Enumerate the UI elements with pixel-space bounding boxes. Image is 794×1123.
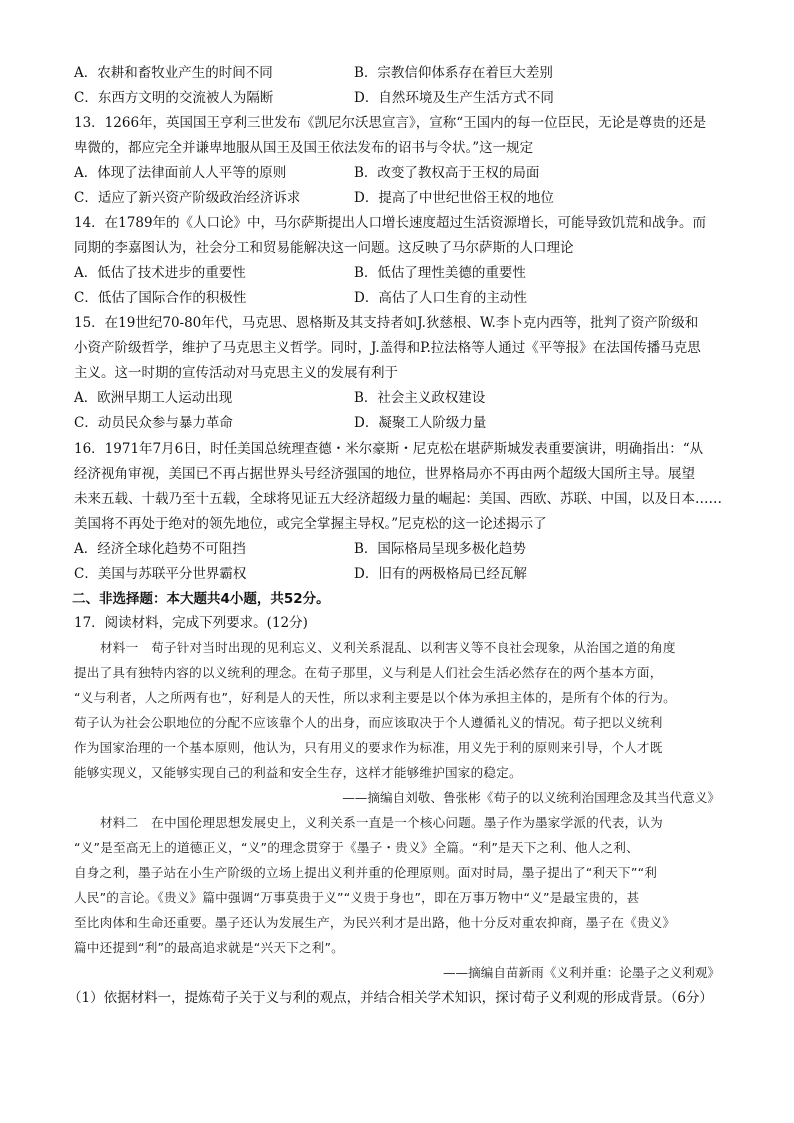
- q13-option-c[interactable]: C．适应了新兴资产阶级政治经济诉求: [74, 190, 301, 206]
- q14-stem-line2: 同期的李嘉图认为，社会分工和贸易能解决这一问题。这反映了马尔萨斯的人口理论: [74, 240, 574, 256]
- q17-material2-line3: 自身之利，墨子站在小生产阶级的立场上提出义利并重的伦理原则。面对时局，墨子提出了“利天下”“利: [74, 865, 658, 880]
- q17-material1-line4: 荀子认为社会公职地位的分配不应该靠个人的出身，而应该取决于个人遵循礼义的情况。荀子把以义统利: [74, 715, 663, 730]
- q16-option-a[interactable]: A．经济全球化趋势不可阻挡: [74, 541, 246, 557]
- q17-material1-line3: “义与利者，人之所两有也”，好利是人的天性，所以求利主要是以个体为承担主体的，是所有个体的行为。: [74, 690, 676, 705]
- section2-heading: 二、非选择题：本大题共4小题，共52分。: [72, 591, 330, 607]
- q13-stem-line1: 13．1266年，英国国王亨利三世发布《凯尼尔沃思宣言》，宣称“王国内的每一位臣民，无论是尊贵的还是: [74, 115, 707, 131]
- q16-option-c[interactable]: C．美国与苏联平分世界霸权: [74, 566, 247, 582]
- q17-material2-line5: 至比肉体和生命还重要。墨子还认为发展生产，为民兴利才是出路，他十分反对重农抑商，墨子在《贵义》: [74, 915, 676, 930]
- q17-material2-line1: 材料二 在中国伦理思想发展史上，义利关系一直是一个核心问题。墨子作为墨家学派的代表，认为: [100, 815, 663, 830]
- q16-stem-line1: 16．1971年7月6日，时任美国总统理查德・米尔豪斯・尼克松在堪萨斯城发表重要演讲，明确指出：“从: [74, 441, 704, 457]
- q16-option-b[interactable]: B．国际格局呈现多极化趋势: [354, 541, 526, 557]
- q15-option-d[interactable]: D．凝聚工人阶级力量: [354, 415, 487, 431]
- q17-material1-line6: 能够实现义，又能够实现自己的利益和安全生存，这样才能够维护国家的稳定。: [74, 765, 522, 780]
- q15-stem-line1: 15．在19世纪70-80年代，马克思、恩格斯及其支持者如J.狄慈根、W.李卜克内西等，批判了资产阶级和: [74, 315, 699, 331]
- q15-option-a[interactable]: A．欧洲早期工人运动出现: [74, 390, 233, 406]
- q16-stem-line4: 美国将不再处于绝对的领先地位，或完全掌握主导权。”尼克松的这一论述揭示了: [74, 516, 547, 532]
- q12-option-c[interactable]: C．东西方文明的交流被人为隔断: [74, 90, 274, 106]
- q17-material2-line4: 人民”的言论。《贵义》篇中强调“万事莫贵于义”“义贵于身也”，即在万事万物中“义”是最宝贵的，甚: [74, 890, 640, 905]
- q14-option-b[interactable]: B．低估了理性美德的重要性: [354, 265, 526, 281]
- q17-material2-line2: “义”是至高无上的道德正义，“义”的理念贯穿于《墨子・贵义》全篇。“利”是天下之利、他人之利、: [74, 840, 639, 855]
- q13-option-a[interactable]: A．体现了法律面前人人平等的原则: [74, 165, 287, 181]
- q17-material2-source: ——摘编自苗新雨《义利并重：论墨子之义利观》: [442, 965, 720, 980]
- q17-subquestion-1: （1）依据材料一，提炼荀子关于义与利的观点，并结合相关学术知识，探讨荀子义利观的形成背景。（6分）: [68, 990, 713, 1006]
- q17-material1-source: ——摘编自刘敬、鲁张彬《荀子的以义统利治国理念及其当代意义》: [342, 790, 720, 805]
- q14-stem-line1: 14．在1789年的《人口论》中，马尔萨斯提出人口增长速度超过生活资源增长，可能导致饥荒和战争。而: [74, 215, 707, 231]
- q12-option-a[interactable]: A．农耕和畜牧业产生的时间不同: [74, 65, 273, 81]
- q15-stem-line3: 主义。这一时期的宣传活动对马克思主义的发展有利于: [74, 365, 398, 381]
- q14-option-d[interactable]: D．高估了人口生育的主动性: [354, 290, 527, 306]
- q17-material1-line5: 作为国家治理的一个基本原则，他认为，只有用义的要求作为标准，用义先于利的原则来引导，个人才既: [74, 740, 663, 755]
- q17-material1-line2: 提出了具有独特内容的以义统利的理念。在荀子那里，义与利是人们社会生活必然存在的两个基本方面，: [74, 665, 663, 680]
- q17-intro: 17．阅读材料，完成下列要求。(12分): [74, 615, 308, 631]
- q15-option-c[interactable]: C．动员民众参与暴力革命: [74, 415, 233, 431]
- q13-option-b[interactable]: B．改变了教权高于王权的局面: [354, 165, 540, 181]
- q14-option-c[interactable]: C．低估了国际合作的积极性: [74, 290, 247, 306]
- q16-option-d[interactable]: D．旧有的两极格局已经瓦解: [354, 566, 527, 582]
- q13-option-d[interactable]: D．提高了中世纪世俗王权的地位: [354, 190, 554, 206]
- q17-material1-line1: 材料一 荀子针对当时出现的见利忘义、义利关系混乱、以利害义等不良社会现象，从治国之道的角度: [100, 640, 676, 655]
- q13-stem-line2: 卑微的，都应完全并谦卑地服从国王及国王依法发布的诏书与令状。”这一规定: [74, 140, 534, 156]
- q12-option-b[interactable]: B．宗教信仰体系存在着巨大差别: [354, 65, 553, 81]
- q14-option-a[interactable]: A．低估了技术进步的重要性: [74, 265, 246, 281]
- q16-stem-line2: 经济视角审视，美国已不再占据世界头号经济强国的地位，世界格局亦不再由两个超级大国所主导。展望: [74, 466, 695, 482]
- q16-stem-line3: 未来五载、十载乃至十五载，全球将见证五大经济超级力量的崛起：美国、西欧、苏联、中国，以及日本……: [74, 491, 722, 507]
- q15-option-b[interactable]: B．社会主义政权建设: [354, 390, 486, 406]
- q12-option-d[interactable]: D．自然环境及生产生活方式不同: [354, 90, 554, 106]
- q15-stem-line2: 小资产阶级哲学，维护了马克思主义哲学。同时，J.盖得和P.拉法格等人通过《平等报》在法国传播马克思: [74, 340, 701, 356]
- q17-material2-line6: 篇中还提到“利”的最高追求就是“兴天下之利”。: [74, 940, 344, 955]
